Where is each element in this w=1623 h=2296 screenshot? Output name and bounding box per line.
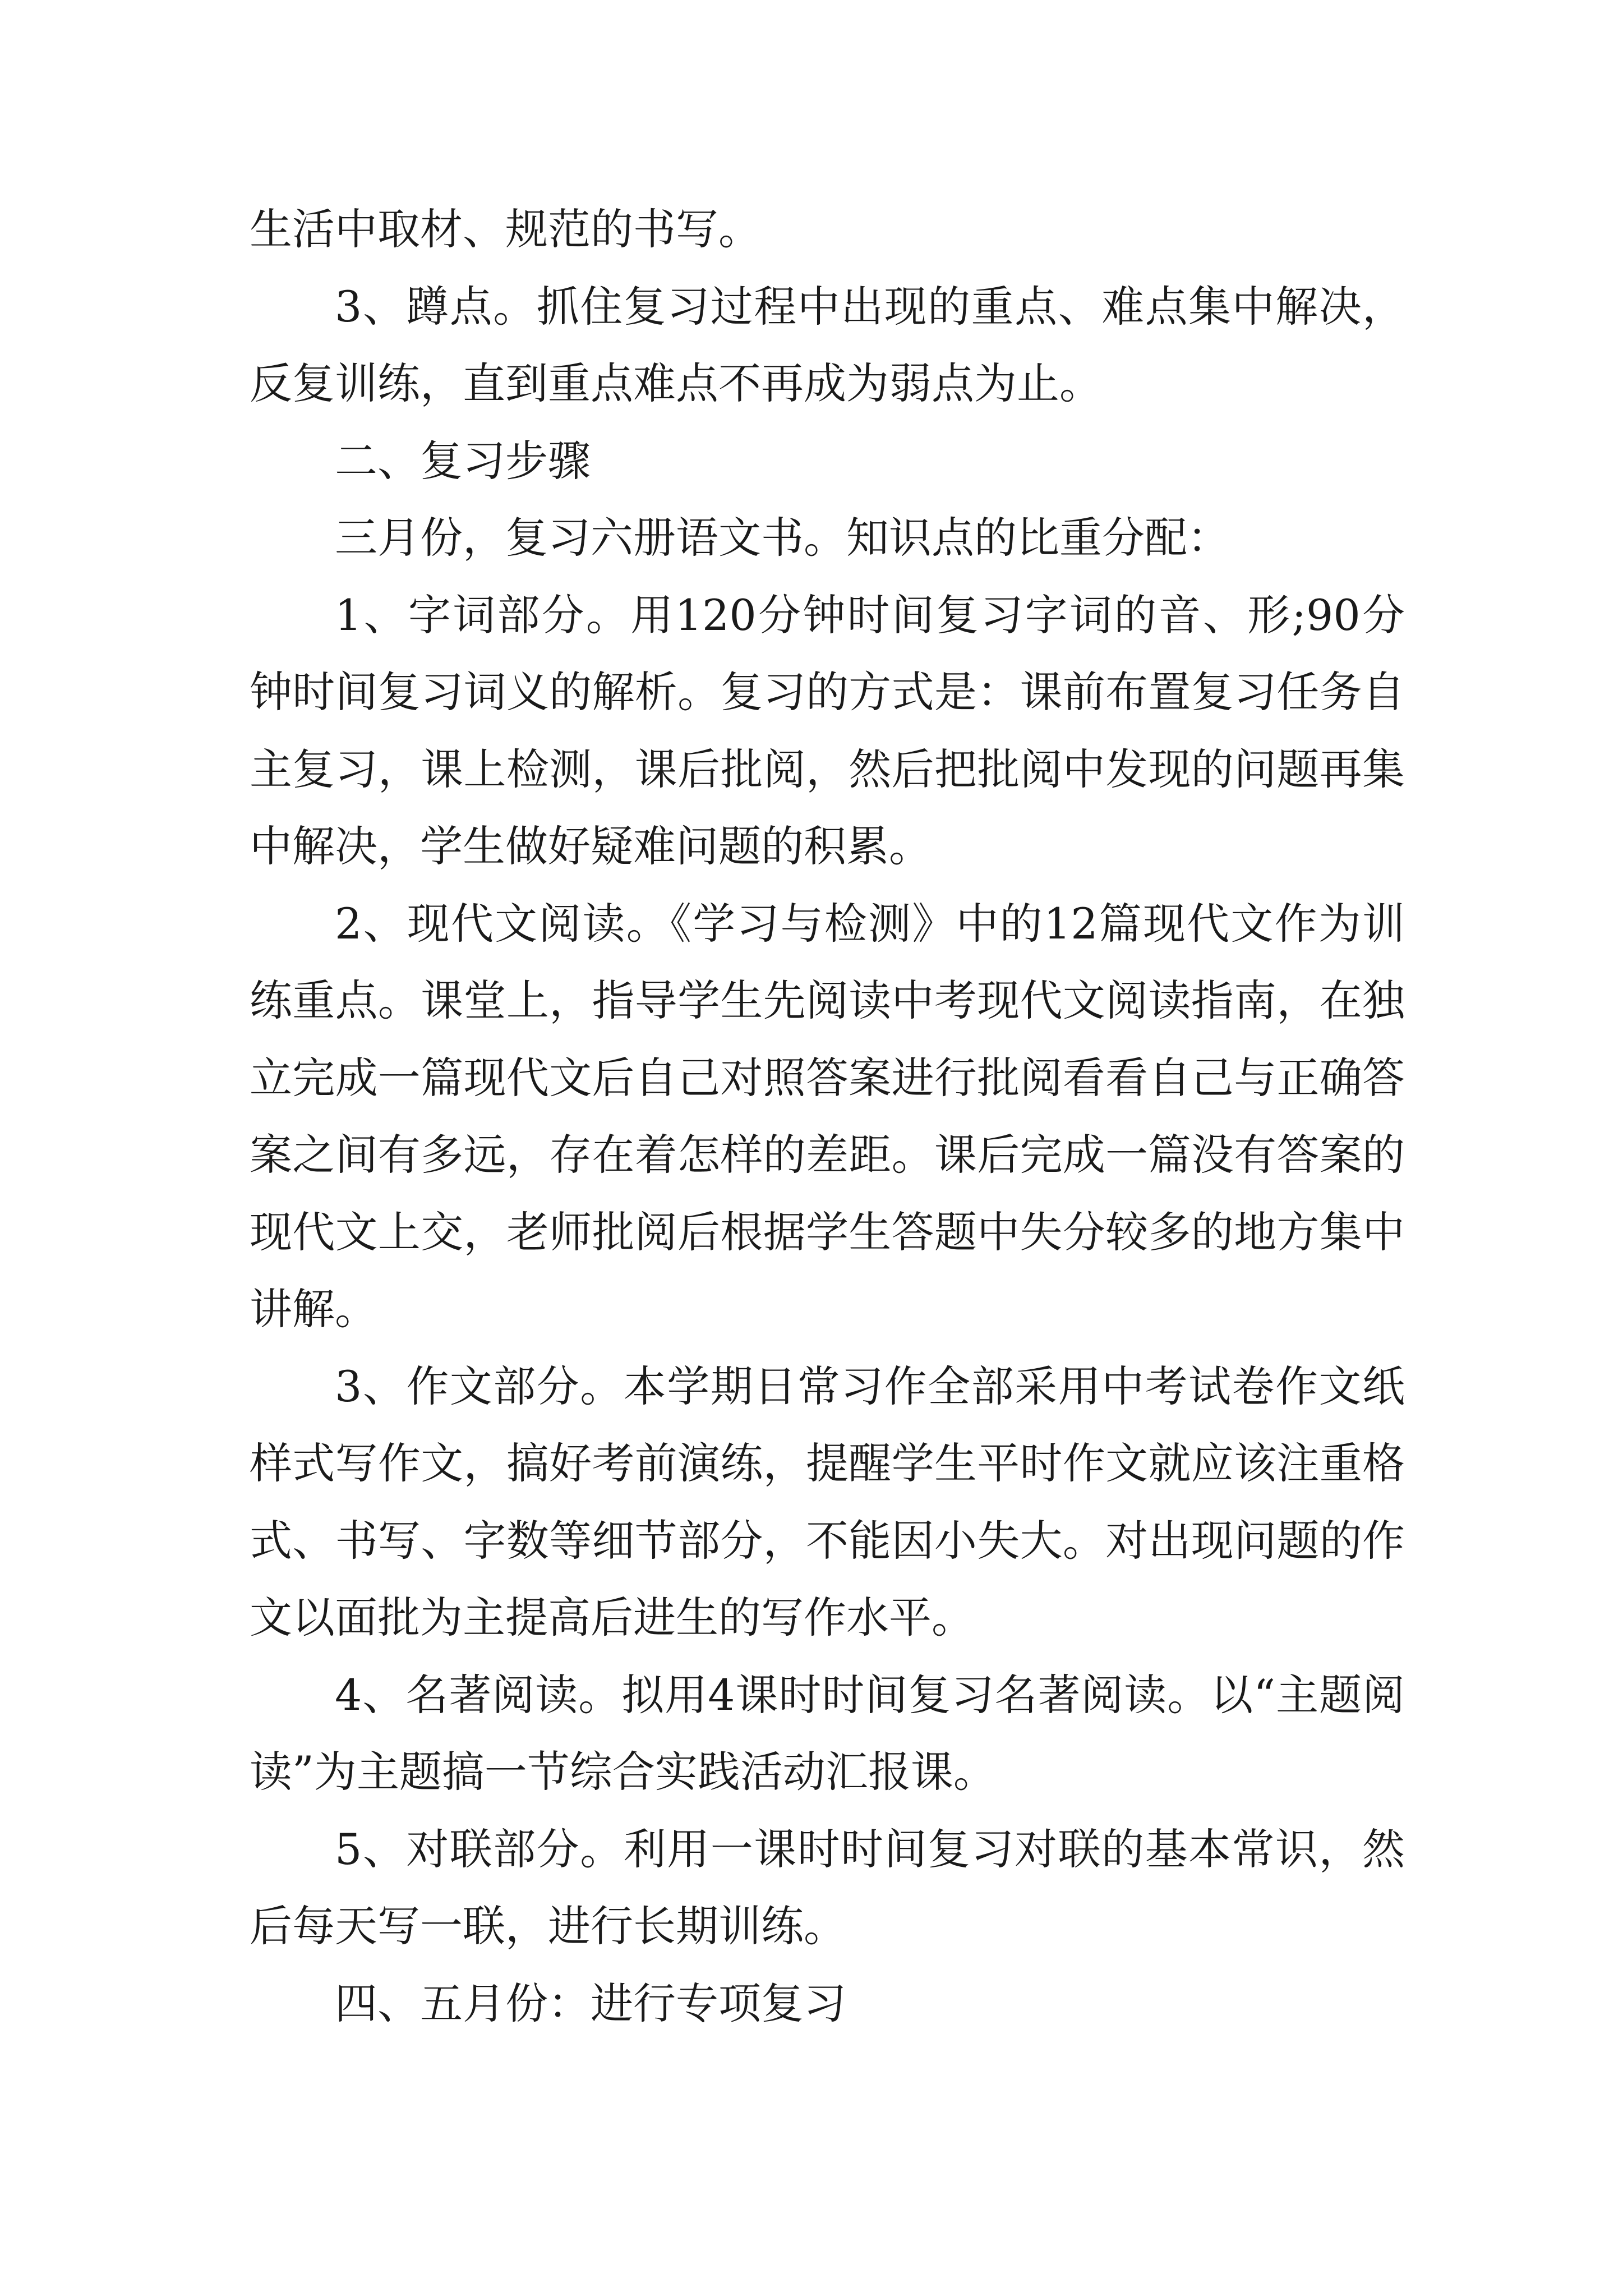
paragraph: 4、名著阅读。拟用4课时时间复习名著阅读。以“主题阅读”为主题搞一节综合实践活动汇报课。 <box>250 1669 1405 1797</box>
paragraph: 5、对联部分。利用一课时时间复习对联的基本常识，然后每天写一联，进行长期训练。 <box>250 1824 1405 1951</box>
paragraph: 3、蹲点。抓住复习过程中出现的重点、难点集中解决，反复训练，直到重点难点不再成为弱点为止。 <box>250 281 1405 408</box>
paragraph: 1、字词部分。用120分钟时间复习字词的音、形;90分钟时间复习词义的解析。复习的方式是：课前布置复习任务自主复习，课上检测，课后批阅，然后把批阅中发现的问题再集中解决，学生做好疑难问题的积累。 <box>250 590 1405 871</box>
section-heading: 四、五月份：进行专项复习 <box>335 1978 846 2028</box>
section-heading: 二、复习步骤 <box>335 435 591 486</box>
paragraph: 2、现代文阅读。《学习与检测》中的12篇现代文作为训练重点。课堂上，指导学生先阅读中考现代文阅读指南，在独立完成一篇现代文后自己对照答案进行批阅看看自己与正确答案之间有多远，存在着怎样的差距。课后完成一篇没有答案的现代文上交，老师批阅后根据学生答题中失分较多的地方集中讲解。 <box>250 898 1405 1334</box>
paragraph: 3、作文部分。本学期日常习作全部采用中考试卷作文纸样式写作文，搞好考前演练，提醒学生平时作文就应该注重格式、书写、字数等细节部分，不能因小失大。对出现问题的作文以面批为主提高后进生的写作水平。 <box>250 1361 1405 1642</box>
paragraph: 三月份，复习六册语文书。知识点的比重分配： <box>335 513 1230 563</box>
paragraph: 生活中取材、规范的书写。 <box>250 204 761 254</box>
document-body <box>250 191 1405 2042</box>
